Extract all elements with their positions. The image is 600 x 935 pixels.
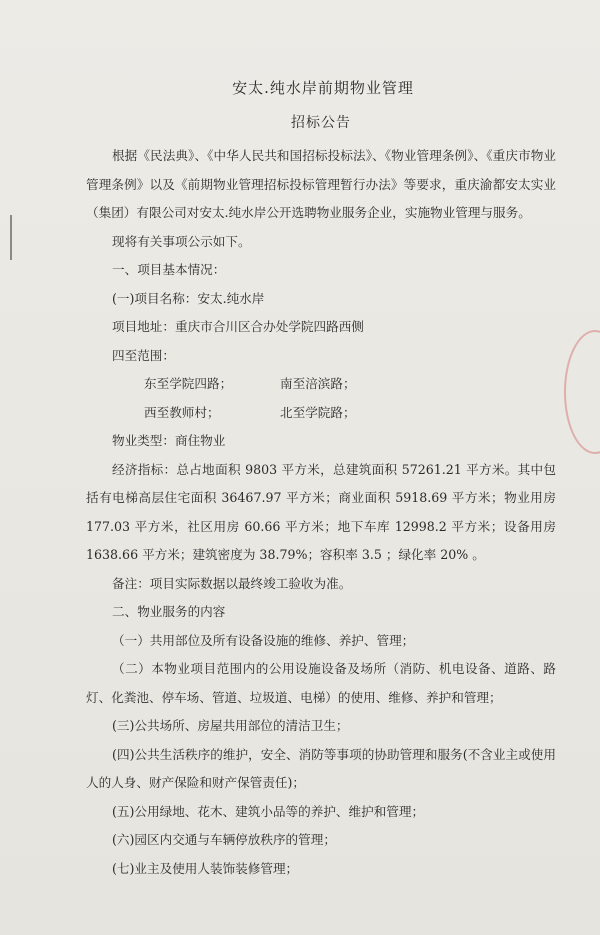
service-item-2: （二）本物业项目范围内的公用设施设备及场所（消防、机电设备、道路、路灯、化粪池、停车场、管道、垃圾道、电梯）的使用、维修、养护和管理； bbox=[86, 661, 556, 705]
service-item-7: (七)业主及使用人装饰装修管理； bbox=[112, 860, 299, 876]
bound-north: 北至学院路； bbox=[280, 404, 356, 420]
remark: 备注：项目实际数据以最终竣工验收为准。 bbox=[112, 575, 352, 591]
doc-subtitle: 招标公告 bbox=[291, 115, 351, 131]
project-address: 项目地址：重庆市合川区合办处学院四路西侧 bbox=[112, 319, 364, 334]
notice-line: 现将有关事项公示如下。 bbox=[112, 233, 251, 249]
intro-paragraph: 根据《民法典》、《中华人民共和国招标投标法》、《物业管理条例》、《重庆市物业管理条例》以及《前期物业管理招标投标管理暂行办法》等要求，重庆渝都安太实业（集团）有限公司对安太.纯水岸公开选聘物业服务企业，实施物业管理与服务。 bbox=[86, 148, 556, 220]
bounds-label: 四至范围： bbox=[112, 347, 175, 363]
bounds-row-2 bbox=[86, 399, 556, 428]
service-item-3: (三)公共场所、房屋共用部位的清洁卫生； bbox=[112, 718, 349, 733]
bound-west: 西至教师村； bbox=[144, 404, 220, 420]
section1-heading: 一、项目基本情况： bbox=[112, 262, 226, 277]
service-item-1: （一）共用部位及所有设备设施的维修、养护、管理； bbox=[112, 632, 415, 648]
service-item-4: (四)公共生活秩序的维护，安全、消防等事项的协助管理和服务(不含业主或使用人的人身、财产保险和财产保管责任)； bbox=[86, 746, 556, 790]
bound-east: 东至学院四路； bbox=[144, 376, 233, 391]
bounds-row-1 bbox=[86, 370, 556, 399]
project-name: (一)项目名称：安太.纯水岸 bbox=[112, 290, 265, 306]
economic-indicators: 经济指标：总占地面积 9803 平方米，总建筑面积 57261.21 平方米。其中包括有电梯高层住宅面积 36467.97 平方米；商业面积 5918.69 平方米；物业用房 177.03 平方米，社区用房 60.66 平方米；地下车库 12998.2 平方米；设备用房 1638.66 平方米；建筑密度为 38.79%；容积率 3.5 ；绿化率 20% 。 bbox=[86, 461, 556, 562]
bound-south: 南至涪滨路； bbox=[280, 376, 356, 391]
fold-mark bbox=[10, 215, 12, 260]
service-item-6: (六)园区内交通与车辆停放秩序的管理； bbox=[112, 832, 336, 847]
section2-heading: 二、物业服务的内容 bbox=[112, 604, 226, 619]
property-type: 物业类型：商住物业 bbox=[112, 433, 226, 448]
service-item-5: (五)公用绿地、花木、建筑小品等的养护、维护和管理； bbox=[112, 803, 425, 819]
document-body bbox=[86, 70, 556, 883]
doc-title: 安太.纯水岸前期物业管理 bbox=[232, 79, 414, 97]
stamp-mark bbox=[564, 330, 600, 454]
